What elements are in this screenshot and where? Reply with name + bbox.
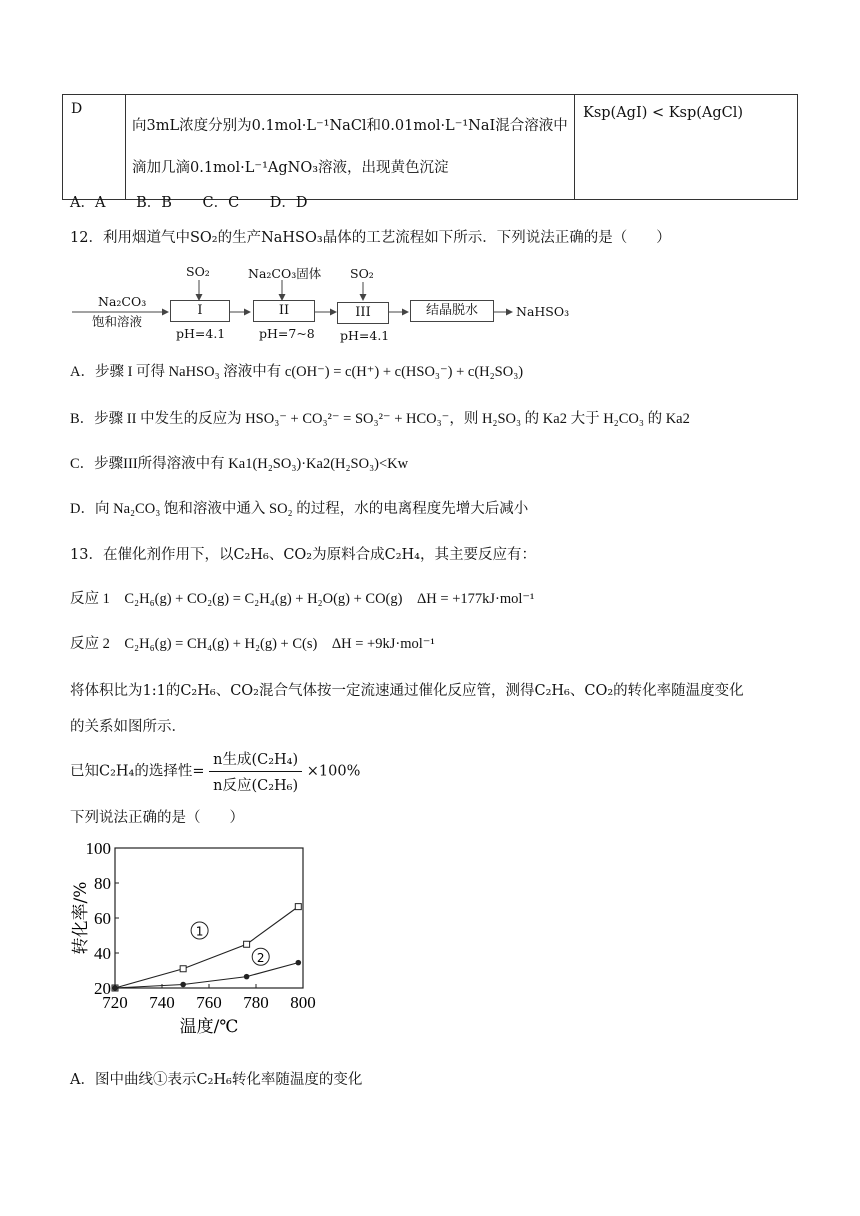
x-tick-label: 740: [149, 993, 175, 1012]
plot-frame: [115, 848, 303, 988]
start-reagent: Na₂CO₃: [98, 294, 147, 309]
table-row: [63, 95, 798, 200]
q13-option-a: A．图中曲线①表示C₂H₆转化率随温度的变化: [70, 1072, 363, 1088]
q13-paragraph-2: 的关系如图所示．: [70, 719, 186, 735]
q11-choices: [70, 191, 334, 212]
data-point: [180, 966, 186, 972]
selectivity-fraction: [209, 748, 302, 795]
choice-c: C．C: [202, 195, 240, 211]
fraction-numerator: n生成(C₂H₄): [209, 748, 302, 772]
fraction-denominator: n反应(C₂H₆): [213, 778, 299, 794]
choice-a: A．A: [70, 195, 106, 211]
step3-input: SO₂: [350, 266, 374, 281]
step2-box: II: [253, 300, 315, 322]
series-line: [115, 963, 298, 988]
y-tick-label: 60: [94, 909, 111, 928]
step1-input: SO₂: [186, 264, 210, 279]
product-label: NaHSO₃: [516, 304, 570, 319]
chart-svg: [66, 832, 336, 1052]
q12-option-b: B．步骤 II 中发生的反应为 HSO₃⁻ + CO₃²⁻ = SO₃²⁻ + HCO₃⁻，则 H₂SO₃ 的 Ka2 大于 H₂CO₃ 的 Ka2: [70, 411, 690, 427]
series-label: 1: [195, 924, 204, 939]
conclusion-cell: Ksp(AgI) < Ksp(AgCl): [575, 95, 798, 200]
reaction-2: 反应 2 C₂H₆(g) = CH₄(g) + H₂(g) + C(s) ΔH = +9kJ·mol⁻¹: [70, 636, 435, 652]
step3-ph: pH=4.1: [340, 328, 390, 343]
step2-ph: pH=7~8: [259, 326, 315, 341]
choice-d: D．D: [269, 195, 308, 211]
y-tick-label: 100: [85, 839, 111, 858]
experiment-cell: 向3mL浓度分别为0.1mol·L⁻¹NaCl和0.01mol·L⁻¹NaI混合溶液中滴加几滴0.1mol·L⁻¹AgNO₃溶液，出现黄色沉淀: [126, 95, 575, 200]
series-label: 2: [256, 950, 265, 965]
x-tick-label: 780: [243, 993, 269, 1012]
data-point: [296, 960, 302, 966]
q12-option-a: A．步骤 I 可得 NaHSO₃ 溶液中有 c(OH⁻) = c(H⁺) + c(HSO₃⁻) + c(H₂SO₃): [70, 364, 524, 380]
conversion-chart: [66, 832, 336, 1056]
q12-stem: 12．利用烟道气中SO₂的生产NaHSO₃晶体的工艺流程如下所示．下列说法正确的是（ ）: [70, 230, 671, 246]
choice-b: B．B: [136, 195, 172, 211]
y-tick-label: 80: [94, 874, 111, 893]
step2-input: Na₂CO₃固体: [248, 266, 322, 281]
selectivity-definition: [70, 748, 360, 795]
y-tick-label: 20: [94, 979, 111, 998]
x-axis-label: 温度/℃: [179, 1017, 239, 1037]
data-point: [112, 985, 118, 991]
step3-box: III: [337, 302, 389, 324]
series-line: [115, 907, 298, 988]
option-table: [62, 94, 798, 200]
start-reagent-state: 饱和溶液: [92, 314, 143, 329]
data-point: [244, 941, 250, 947]
x-tick-label: 720: [102, 993, 128, 1012]
step1-ph: pH=4.1: [176, 326, 226, 341]
q12-option-c: C．步骤III所得溶液中有 Ka1(H₂SO₃)·Ka2(H₂SO₃)<Kw: [70, 456, 409, 472]
q12-option-d: D．向 Na₂CO₃ 饱和溶液中通入 SO₂ 的过程，水的电离程度先增大后减小: [70, 501, 529, 517]
option-letter: D: [63, 95, 126, 200]
y-tick-label: 40: [94, 944, 111, 963]
data-point: [244, 974, 250, 980]
y-axis-label: 转化率/%: [71, 881, 91, 955]
x-tick-label: 800: [290, 993, 316, 1012]
q13-stem: 13．在催化剂作用下，以C₂H₆、CO₂为原料合成C₂H₄，其主要反应有：: [70, 547, 536, 563]
q13-ask: 下列说法正确的是（ ）: [70, 810, 244, 826]
selectivity-suffix: ×100%: [306, 763, 361, 780]
step4-box: 结晶脱水: [410, 300, 494, 322]
selectivity-prefix: 已知C₂H₄的选择性=: [70, 763, 205, 780]
q13-paragraph-1: 将体积比为1:1的C₂H₆、CO₂混合气体按一定流速通过催化反应管，测得C₂H₆、CO₂的转化率随温度变化: [70, 683, 744, 699]
step1-box: I: [170, 300, 230, 322]
data-point: [180, 982, 186, 988]
reaction-1: 反应 1 C₂H₆(g) + CO₂(g) = C₂H₄(g) + H₂O(g) + CO(g) ΔH = +177kJ·mol⁻¹: [70, 591, 535, 607]
data-point: [295, 904, 301, 910]
process-flow-diagram: [68, 260, 588, 343]
x-tick-label: 760: [196, 993, 222, 1012]
